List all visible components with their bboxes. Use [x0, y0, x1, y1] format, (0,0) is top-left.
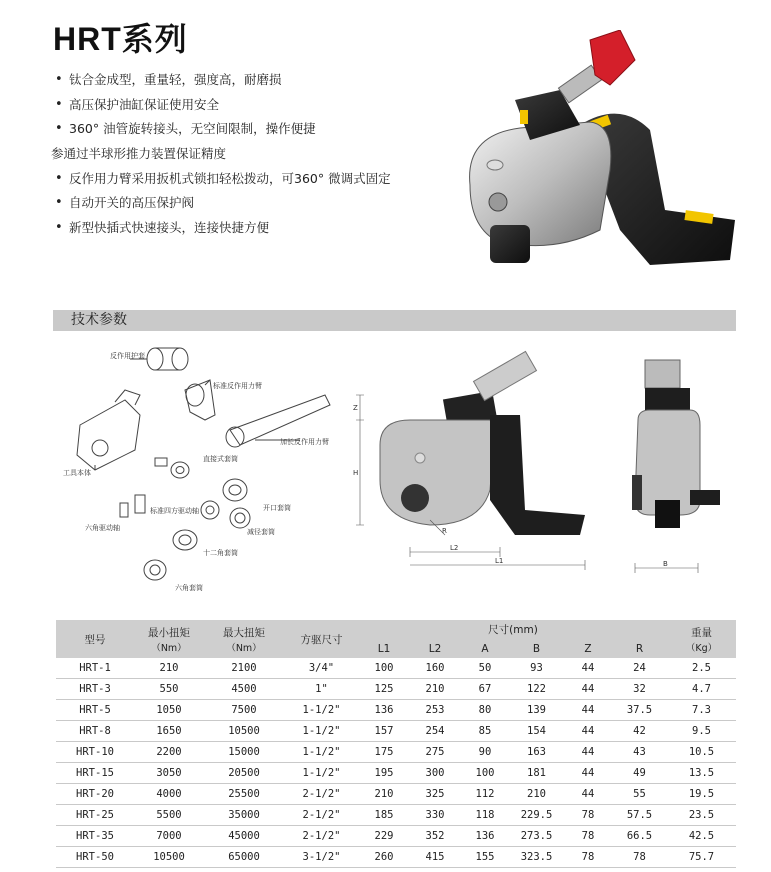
table-cell: 229.5	[509, 805, 564, 826]
side-view-diagram	[350, 340, 595, 575]
dim-r: R	[442, 527, 447, 535]
table-cell: 175	[359, 742, 409, 763]
table-cell: 55	[612, 784, 667, 805]
table-cell: 3/4"	[284, 658, 359, 679]
table-cell: 80	[461, 700, 509, 721]
table-cell: HRT-5	[56, 700, 134, 721]
table-row	[56, 679, 736, 700]
front-view-diagram	[620, 340, 735, 580]
table-cell: 330	[409, 805, 461, 826]
table-cell: 35000	[204, 805, 284, 826]
table-cell: 1-1/2"	[284, 700, 359, 721]
table-cell: 210	[359, 784, 409, 805]
table-cell: 15000	[204, 742, 284, 763]
table-row	[56, 700, 736, 721]
table-cell: 1-1/2"	[284, 742, 359, 763]
table-cell: 195	[359, 763, 409, 784]
table-cell: 2-1/2"	[284, 805, 359, 826]
table-cell: HRT-35	[56, 826, 134, 847]
table-row	[56, 763, 736, 784]
table-cell: 37.5	[612, 700, 667, 721]
table-cell: 260	[359, 847, 409, 868]
table-cell: 229	[359, 826, 409, 847]
label-std-arm: 标准反作用力臂	[213, 382, 262, 390]
table-cell: 78	[564, 847, 612, 868]
table-cell: 90	[461, 742, 509, 763]
label-straight-socket: 直接式套筒	[203, 455, 238, 463]
table-cell: 210	[134, 658, 204, 679]
table-cell: HRT-50	[56, 847, 134, 868]
table-cell: 550	[134, 679, 204, 700]
table-cell: 1-1/2"	[284, 721, 359, 742]
table-cell: 154	[509, 721, 564, 742]
table-cell: 10.5	[667, 742, 736, 763]
feature-item: • 高压保护油缸保证使用安全	[53, 93, 493, 118]
table-cell: 1650	[134, 721, 204, 742]
header-model: 型号	[56, 620, 134, 658]
table-cell: 118	[461, 805, 509, 826]
feature-item: • 自动开关的高压保护阀	[53, 191, 493, 216]
label-std-square: 标准四方驱动轴	[150, 507, 199, 515]
label-body: 工具本体	[63, 469, 91, 477]
table-cell: 275	[409, 742, 461, 763]
table-cell: 10500	[204, 721, 284, 742]
table-cell: 5500	[134, 805, 204, 826]
table-cell: 65000	[204, 847, 284, 868]
table-cell: 352	[409, 826, 461, 847]
feature-list	[53, 68, 493, 241]
table-row	[56, 784, 736, 805]
section-header	[53, 310, 736, 331]
table-cell: 49	[612, 763, 667, 784]
header-b: B	[509, 639, 564, 658]
table-cell: 13.5	[667, 763, 736, 784]
table-cell: 42.5	[667, 826, 736, 847]
feature-item: • 反作用力臂采用扳机式锁扣轻松拨动，可360° 微调式固定	[53, 167, 493, 192]
label-sleeve: 反作用护套	[110, 352, 145, 360]
table-cell: 2200	[134, 742, 204, 763]
table-cell: 2.5	[667, 658, 736, 679]
table-cell: 25500	[204, 784, 284, 805]
table-cell: 75.7	[667, 847, 736, 868]
label-ext-arm: 加长反作用力臂	[280, 438, 329, 446]
header-z: Z	[564, 639, 612, 658]
table-cell: 44	[564, 784, 612, 805]
table-cell: 157	[359, 721, 409, 742]
table-row	[56, 826, 736, 847]
table-row	[56, 658, 736, 679]
table-cell: 125	[359, 679, 409, 700]
table-cell: 253	[409, 700, 461, 721]
header-a: A	[461, 639, 509, 658]
table-cell: 93	[509, 658, 564, 679]
table-cell: 1050	[134, 700, 204, 721]
feature-item: 参通过半球形推力装置保证精度	[51, 146, 227, 162]
table-cell: 122	[509, 679, 564, 700]
table-cell: 44	[564, 742, 612, 763]
table-cell: 185	[359, 805, 409, 826]
table-cell: 112	[461, 784, 509, 805]
table-cell: 139	[509, 700, 564, 721]
table-cell: HRT-20	[56, 784, 134, 805]
table-cell: 415	[409, 847, 461, 868]
table-cell: 44	[564, 679, 612, 700]
table-cell: 85	[461, 721, 509, 742]
table-cell: 210	[509, 784, 564, 805]
header-min-torque: 最小扭矩 （Nm）	[134, 620, 204, 658]
table-cell: 23.5	[667, 805, 736, 826]
table-cell: 44	[564, 763, 612, 784]
exploded-diagram	[55, 340, 355, 605]
table-cell: 2-1/2"	[284, 826, 359, 847]
table-cell: 273.5	[509, 826, 564, 847]
dim-b: B	[663, 560, 668, 568]
header-square-drive: 方驱尺寸	[284, 620, 359, 658]
table-cell: 44	[564, 721, 612, 742]
table-cell: 300	[409, 763, 461, 784]
label-twelve-socket: 十二角套筒	[203, 549, 238, 557]
feature-item: • 钛合金成型，重量轻，强度高，耐磨损	[53, 68, 493, 93]
table-cell: 44	[564, 700, 612, 721]
table-cell: 20500	[204, 763, 284, 784]
table-cell: 7500	[204, 700, 284, 721]
feature-item: • 新型快插式快速接头，连接快捷方便	[53, 216, 493, 241]
table-cell: 10500	[134, 847, 204, 868]
header-max-torque: 最大扭矩 （Nm）	[204, 620, 284, 658]
table-cell: 24	[612, 658, 667, 679]
table-cell: 100	[461, 763, 509, 784]
section-title: 技术参数	[71, 312, 127, 328]
table-cell: 136	[461, 826, 509, 847]
table-cell: 7.3	[667, 700, 736, 721]
table-row	[56, 742, 736, 763]
table-cell: HRT-1	[56, 658, 134, 679]
table-cell: 67	[461, 679, 509, 700]
label-hex-socket: 六角套筒	[175, 584, 203, 592]
page-title: HRT系列	[53, 21, 188, 57]
table-cell: 210	[409, 679, 461, 700]
table-cell: 78	[612, 847, 667, 868]
table-cell: 2100	[204, 658, 284, 679]
table-cell: 44	[564, 658, 612, 679]
table-cell: 42	[612, 721, 667, 742]
table-cell: 43	[612, 742, 667, 763]
table-cell: 4000	[134, 784, 204, 805]
feature-item: • 360° 油管旋转接头，无空间限制，操作便捷	[53, 117, 493, 142]
table-row	[56, 805, 736, 826]
label-reducer: 减径套筒	[247, 528, 275, 536]
header-l1: L1	[359, 639, 409, 658]
table-cell: 7000	[134, 826, 204, 847]
table-cell: 323.5	[509, 847, 564, 868]
table-cell: HRT-8	[56, 721, 134, 742]
table-cell: 4500	[204, 679, 284, 700]
table-cell: 163	[509, 742, 564, 763]
table-cell: HRT-25	[56, 805, 134, 826]
dim-h: H	[353, 469, 359, 477]
label-open-socket: 开口套筒	[263, 504, 291, 512]
table-cell: 100	[359, 658, 409, 679]
table-cell: 1"	[284, 679, 359, 700]
table-cell: HRT-3	[56, 679, 134, 700]
table-cell: 50	[461, 658, 509, 679]
table-cell: 3050	[134, 763, 204, 784]
spec-table	[56, 620, 736, 868]
table-cell: 57.5	[612, 805, 667, 826]
table-cell: 66.5	[612, 826, 667, 847]
dim-l1: L1	[495, 557, 504, 565]
table-cell: 78	[564, 805, 612, 826]
dim-z: Z	[353, 404, 358, 412]
header-r: R	[612, 639, 667, 658]
header-weight: 重量 （Kg）	[667, 620, 736, 658]
table-cell: 45000	[204, 826, 284, 847]
table-cell: 78	[564, 826, 612, 847]
table-cell: 4.7	[667, 679, 736, 700]
label-hex-drive: 六角驱动轴	[85, 524, 120, 532]
table-row	[56, 721, 736, 742]
product-photo	[450, 30, 740, 280]
header-l2: L2	[409, 639, 461, 658]
table-cell: 181	[509, 763, 564, 784]
table-cell: 32	[612, 679, 667, 700]
table-cell: 3-1/2"	[284, 847, 359, 868]
table-cell: 136	[359, 700, 409, 721]
table-cell: 1-1/2"	[284, 763, 359, 784]
dim-l2: L2	[450, 544, 459, 552]
table-cell: 155	[461, 847, 509, 868]
table-cell: 9.5	[667, 721, 736, 742]
table-cell: 325	[409, 784, 461, 805]
table-cell: 19.5	[667, 784, 736, 805]
table-cell: 160	[409, 658, 461, 679]
header-dimensions: 尺寸(mm)	[359, 620, 667, 639]
table-cell: 2-1/2"	[284, 784, 359, 805]
table-cell: 254	[409, 721, 461, 742]
table-cell: HRT-15	[56, 763, 134, 784]
table-cell: HRT-10	[56, 742, 134, 763]
table-row	[56, 847, 736, 868]
